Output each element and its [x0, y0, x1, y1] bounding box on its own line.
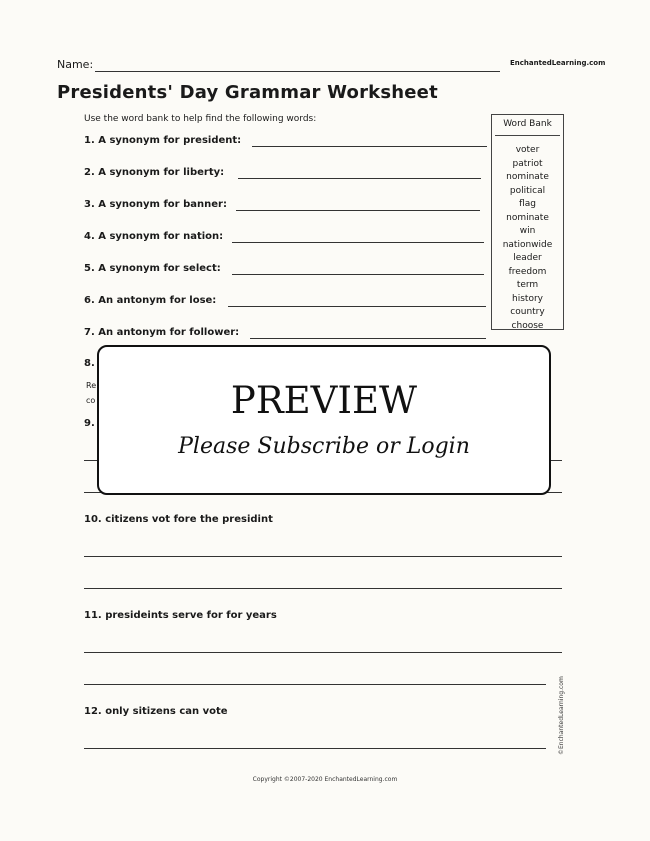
word-bank-item: leader — [513, 253, 542, 263]
word-bank-item: nominate — [506, 172, 549, 182]
instruction-fragment-co: co — [86, 396, 96, 405]
word-bank-item: choose — [511, 320, 544, 331]
question-3: 3. A synonym for banner: — [84, 199, 227, 210]
copyright: Copyright ©2007-2020 EnchantedLearning.com — [252, 776, 398, 783]
answer-line-7 — [250, 338, 486, 339]
answer-line-3 — [236, 210, 480, 211]
word-bank-list — [492, 144, 563, 333]
word-bank-item: political — [509, 185, 546, 196]
writing-line — [84, 556, 562, 557]
word-bank-item: patriot — [512, 158, 543, 169]
question-9-fragment: 9. — [84, 418, 95, 429]
instruction-fragment-re: Re — [86, 381, 97, 390]
preview-overlay[interactable] — [97, 345, 551, 495]
word-bank-item: win — [519, 226, 536, 236]
name-label: Name: — [57, 58, 94, 71]
answer-line-5 — [232, 274, 484, 275]
site-name: EnchantedLearning.com — [510, 59, 606, 67]
word-bank-title: Word Bank — [495, 115, 560, 136]
answer-line-2 — [238, 178, 481, 179]
word-bank-item: nominate — [506, 212, 549, 223]
word-bank-item: country — [510, 307, 545, 317]
sentence-12: 12. only sitizens can vote — [84, 706, 228, 717]
sentence-11: 11. presideints serve for for years — [84, 610, 277, 621]
question-8-fragment: 8. — [84, 358, 95, 369]
question-5: 5. A synonym for select: — [84, 263, 221, 274]
side-credit: ©EnchantedLearning.com — [558, 676, 565, 755]
writing-line — [84, 684, 546, 685]
instructions: Use the word bank to help find the following words: — [84, 114, 317, 124]
answer-line-4 — [232, 242, 484, 243]
word-bank-item: flag — [519, 199, 536, 209]
question-6: 6. An antonym for lose: — [84, 295, 217, 306]
question-2: 2. A synonym for liberty: — [84, 167, 225, 178]
question-4: 4. A synonym for nation: — [84, 231, 224, 242]
name-line — [95, 71, 500, 72]
word-bank-item: nationwide — [502, 239, 553, 250]
page-title: Presidents' Day Grammar Worksheet — [57, 82, 438, 103]
question-7: 7. An antonym for follower: — [84, 327, 240, 338]
word-bank-item: freedom — [508, 266, 547, 277]
writing-line — [84, 588, 562, 589]
word-bank — [491, 114, 564, 330]
preview-title: PREVIEW — [230, 379, 418, 422]
word-bank-item: term — [516, 280, 539, 290]
question-1: 1. A synonym for president: — [84, 135, 242, 146]
writing-line — [84, 652, 562, 653]
word-bank-item: voter — [515, 145, 540, 155]
preview-subtitle[interactable]: Please Subscribe or Login — [178, 434, 470, 459]
writing-line — [84, 748, 546, 749]
answer-line-1 — [252, 146, 487, 147]
answer-line-6 — [228, 306, 486, 307]
word-bank-item: history — [512, 293, 543, 304]
sentence-10: 10. citizens vot fore the presidint — [84, 514, 273, 525]
